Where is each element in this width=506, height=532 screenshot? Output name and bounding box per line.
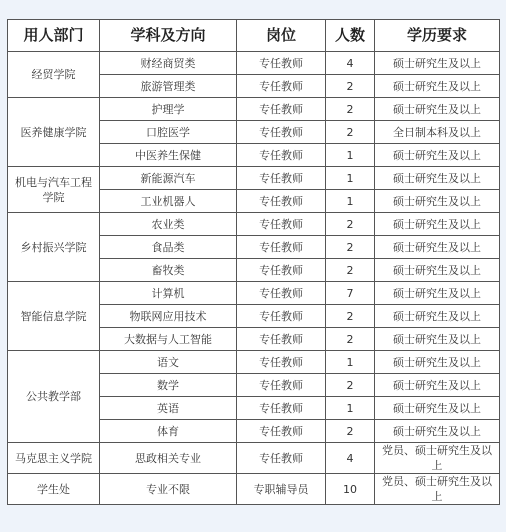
count-cell: 4 bbox=[326, 443, 375, 474]
position-cell: 专任教师 bbox=[237, 351, 326, 374]
count-cell: 2 bbox=[326, 98, 375, 121]
header-education: 学历要求 bbox=[375, 20, 500, 52]
department-cell: 机电与汽车工程学院 bbox=[8, 167, 100, 213]
education-cell: 全日制本科及以上 bbox=[375, 121, 500, 144]
education-cell: 硕士研究生及以上 bbox=[375, 52, 500, 75]
count-cell: 2 bbox=[326, 213, 375, 236]
subject-cell: 新能源汽车 bbox=[100, 167, 237, 190]
header-count: 人数 bbox=[326, 20, 375, 52]
position-cell: 专任教师 bbox=[237, 374, 326, 397]
subject-cell: 食品类 bbox=[100, 236, 237, 259]
subject-cell: 工业机器人 bbox=[100, 190, 237, 213]
recruitment-table bbox=[7, 19, 500, 505]
education-cell: 硕士研究生及以上 bbox=[375, 98, 500, 121]
count-cell: 1 bbox=[326, 144, 375, 167]
table-row bbox=[8, 474, 500, 505]
position-cell: 专任教师 bbox=[237, 121, 326, 144]
header-row bbox=[8, 20, 500, 52]
subject-cell: 数学 bbox=[100, 374, 237, 397]
header-department: 用人部门 bbox=[8, 20, 100, 52]
position-cell: 专任教师 bbox=[237, 52, 326, 75]
department-cell: 公共教学部 bbox=[8, 351, 100, 443]
table-body bbox=[8, 52, 500, 505]
count-cell: 2 bbox=[326, 75, 375, 98]
table-row bbox=[8, 282, 500, 305]
education-cell: 硕士研究生及以上 bbox=[375, 351, 500, 374]
department-cell: 医养健康学院 bbox=[8, 98, 100, 167]
count-cell: 2 bbox=[326, 374, 375, 397]
subject-cell: 专业不限 bbox=[100, 474, 237, 505]
count-cell: 2 bbox=[326, 259, 375, 282]
position-cell: 专任教师 bbox=[237, 282, 326, 305]
education-cell: 党员、硕士研究生及以上 bbox=[375, 443, 500, 474]
department-cell: 经贸学院 bbox=[8, 52, 100, 98]
education-cell: 硕士研究生及以上 bbox=[375, 144, 500, 167]
education-cell: 硕士研究生及以上 bbox=[375, 420, 500, 443]
count-cell: 7 bbox=[326, 282, 375, 305]
education-cell: 硕士研究生及以上 bbox=[375, 305, 500, 328]
count-cell: 1 bbox=[326, 167, 375, 190]
subject-cell: 大数据与人工智能 bbox=[100, 328, 237, 351]
position-cell: 专任教师 bbox=[237, 259, 326, 282]
education-cell: 党员、硕士研究生及以上 bbox=[375, 474, 500, 505]
department-cell: 乡村振兴学院 bbox=[8, 213, 100, 282]
position-cell: 专任教师 bbox=[237, 420, 326, 443]
position-cell: 专任教师 bbox=[237, 443, 326, 474]
position-cell: 专任教师 bbox=[237, 144, 326, 167]
table-row bbox=[8, 98, 500, 121]
education-cell: 硕士研究生及以上 bbox=[375, 328, 500, 351]
subject-cell: 旅游管理类 bbox=[100, 75, 237, 98]
position-cell: 专任教师 bbox=[237, 167, 326, 190]
education-cell: 硕士研究生及以上 bbox=[375, 213, 500, 236]
education-cell: 硕士研究生及以上 bbox=[375, 167, 500, 190]
count-cell: 4 bbox=[326, 52, 375, 75]
subject-cell: 计算机 bbox=[100, 282, 237, 305]
subject-cell: 物联网应用技术 bbox=[100, 305, 237, 328]
position-cell: 专职辅导员 bbox=[237, 474, 326, 505]
subject-cell: 中医养生保健 bbox=[100, 144, 237, 167]
position-cell: 专任教师 bbox=[237, 75, 326, 98]
subject-cell: 思政相关专业 bbox=[100, 443, 237, 474]
subject-cell: 农业类 bbox=[100, 213, 237, 236]
subject-cell: 语文 bbox=[100, 351, 237, 374]
count-cell: 2 bbox=[326, 420, 375, 443]
position-cell: 专任教师 bbox=[237, 236, 326, 259]
count-cell: 2 bbox=[326, 121, 375, 144]
table-row bbox=[8, 213, 500, 236]
subject-cell: 护理学 bbox=[100, 98, 237, 121]
department-cell: 智能信息学院 bbox=[8, 282, 100, 351]
education-cell: 硕士研究生及以上 bbox=[375, 374, 500, 397]
count-cell: 1 bbox=[326, 190, 375, 213]
header-position: 岗位 bbox=[237, 20, 326, 52]
education-cell: 硕士研究生及以上 bbox=[375, 397, 500, 420]
position-cell: 专任教师 bbox=[237, 190, 326, 213]
header-subject: 学科及方向 bbox=[100, 20, 237, 52]
table-row bbox=[8, 52, 500, 75]
count-cell: 2 bbox=[326, 328, 375, 351]
position-cell: 专任教师 bbox=[237, 305, 326, 328]
education-cell: 硕士研究生及以上 bbox=[375, 259, 500, 282]
recruitment-table-container bbox=[7, 19, 500, 505]
table-row bbox=[8, 351, 500, 374]
subject-cell: 畜牧类 bbox=[100, 259, 237, 282]
subject-cell: 口腔医学 bbox=[100, 121, 237, 144]
count-cell: 2 bbox=[326, 305, 375, 328]
count-cell: 1 bbox=[326, 351, 375, 374]
count-cell: 2 bbox=[326, 236, 375, 259]
education-cell: 硕士研究生及以上 bbox=[375, 190, 500, 213]
education-cell: 硕士研究生及以上 bbox=[375, 282, 500, 305]
count-cell: 10 bbox=[326, 474, 375, 505]
count-cell: 1 bbox=[326, 397, 375, 420]
education-cell: 硕士研究生及以上 bbox=[375, 75, 500, 98]
subject-cell: 英语 bbox=[100, 397, 237, 420]
subject-cell: 财经商贸类 bbox=[100, 52, 237, 75]
table-row bbox=[8, 167, 500, 190]
position-cell: 专任教师 bbox=[237, 328, 326, 351]
department-cell: 马克思主义学院 bbox=[8, 443, 100, 474]
subject-cell: 体育 bbox=[100, 420, 237, 443]
education-cell: 硕士研究生及以上 bbox=[375, 236, 500, 259]
position-cell: 专任教师 bbox=[237, 98, 326, 121]
position-cell: 专任教师 bbox=[237, 397, 326, 420]
department-cell: 学生处 bbox=[8, 474, 100, 505]
position-cell: 专任教师 bbox=[237, 213, 326, 236]
table-row bbox=[8, 443, 500, 474]
